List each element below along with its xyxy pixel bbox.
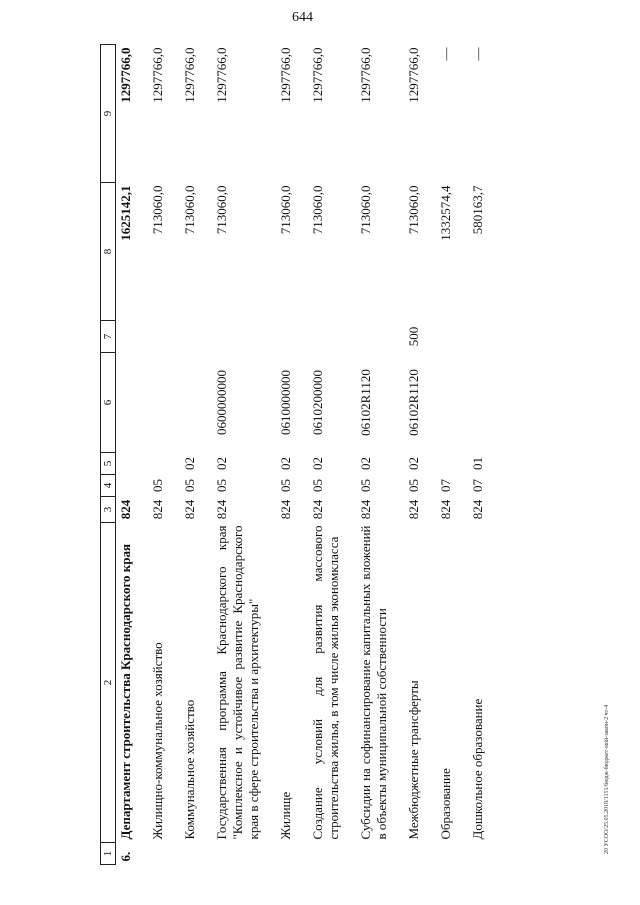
cell-ministry: 824 — [118, 499, 133, 520]
table-row — [456, 45, 488, 865]
column-header: 4 — [101, 475, 116, 497]
cell-section: 05 — [278, 479, 293, 492]
table-row — [296, 45, 344, 865]
row-number — [344, 843, 392, 865]
cell-target: 06102R1120 — [358, 369, 373, 436]
cell-ministry: 824 — [182, 499, 197, 520]
cell-subsection: 02 — [214, 457, 229, 470]
cell-expense-type — [296, 321, 344, 353]
cell-ministry: 824 — [310, 499, 325, 520]
cell-expense-type — [200, 321, 264, 353]
cell-subsection: 02 — [358, 457, 373, 470]
column-header: 2 — [101, 523, 116, 843]
table-row — [392, 45, 424, 865]
cell-target: 0600000000 — [214, 370, 229, 435]
table-row — [136, 45, 168, 865]
cell-subsection: 02 — [406, 457, 421, 470]
cell-amount-8: 713060,0 — [310, 185, 325, 235]
table-row — [424, 45, 456, 865]
table-row — [344, 45, 392, 865]
cell-target — [116, 353, 137, 453]
cell-ministry: 824 — [358, 499, 373, 520]
row-number — [424, 843, 456, 865]
cell-amount-8: 713060,0 — [278, 185, 293, 235]
cell-amount-9: 1297766,0 — [406, 47, 421, 103]
column-header: 3 — [101, 497, 116, 523]
cell-subsection: 01 — [470, 457, 485, 470]
cell-amount-8: 713060,0 — [214, 185, 229, 235]
footer-text: 20 УСОО/25.05.2018/1151/бюдж-бюджет-мой-закон-2 чт-4 — [604, 704, 610, 854]
cell-amount-8: 713060,0 — [406, 185, 421, 235]
cell-subsection: 02 — [182, 457, 197, 470]
row-name: Государственная программа Краснодарского края "Комплексное и устойчивое развитие Краснодарского края в сфере строительства и архитектуры" — [214, 525, 261, 840]
cell-amount-9: 1297766,0 — [278, 47, 293, 103]
row-name: Коммунальное хозяйство — [182, 699, 197, 840]
cell-ministry: 824 — [150, 499, 165, 520]
cell-section: 05 — [406, 479, 421, 492]
cell-section: 05 — [310, 479, 325, 492]
table-row — [168, 45, 200, 865]
row-number — [392, 843, 424, 865]
column-header: 8 — [101, 183, 116, 321]
row-name: Департамент строительства Краснодарского края — [118, 543, 133, 840]
column-header: 9 — [101, 45, 116, 183]
row-name: Дошкольное образование — [470, 698, 485, 840]
cell-ministry: 824 — [438, 499, 453, 520]
cell-target — [456, 353, 488, 453]
row-name: Жилище — [278, 791, 293, 840]
cell-amount-9: 1297766,0 — [118, 47, 133, 103]
cell-expense-type: 500 — [406, 326, 421, 347]
cell-section: 07 — [470, 479, 485, 492]
cell-amount-9: — — [470, 47, 485, 61]
row-number — [168, 843, 200, 865]
cell-target — [136, 353, 168, 453]
cell-expense-type — [116, 321, 137, 353]
cell-amount-8: 713060,0 — [358, 185, 373, 235]
cell-target: 0610000000 — [278, 370, 293, 435]
row-name: Субсидии на софинансирование капитальных вложений в объекты муниципальной собственности — [358, 525, 389, 840]
table-row — [264, 45, 296, 865]
cell-amount-9: 1297766,0 — [310, 47, 325, 103]
cell-target: 0610200000 — [310, 370, 325, 435]
cell-subsection — [136, 453, 168, 475]
cell-target: 06102R1120 — [406, 369, 421, 436]
cell-subsection — [424, 453, 456, 475]
row-name: Создание условий для развития массового строительства жилья, в том числе жилья экономкласса — [310, 525, 341, 840]
column-header: 5 — [101, 453, 116, 475]
column-header: 1 — [101, 843, 116, 865]
cell-ministry: 824 — [406, 499, 421, 520]
row-number — [456, 843, 488, 865]
column-header: 7 — [101, 321, 116, 353]
cell-expense-type — [136, 321, 168, 353]
cell-expense-type — [264, 321, 296, 353]
cell-target — [168, 353, 200, 453]
cell-amount-9: 1297766,0 — [150, 47, 165, 103]
cell-expense-type — [344, 321, 392, 353]
cell-section — [116, 475, 137, 497]
row-number — [136, 843, 168, 865]
row-number — [200, 843, 264, 865]
cell-subsection — [116, 453, 137, 475]
budget-table — [100, 44, 488, 865]
page-number: 644 — [292, 10, 313, 25]
cell-amount-9: — — [438, 47, 453, 61]
cell-amount-8: 1625142,1 — [118, 185, 133, 241]
row-number — [264, 843, 296, 865]
table-header-row — [101, 45, 116, 865]
cell-section: 05 — [182, 479, 197, 492]
cell-expense-type — [424, 321, 456, 353]
cell-expense-type — [168, 321, 200, 353]
cell-amount-8: 1332574,4 — [438, 185, 453, 241]
cell-section: 05 — [214, 479, 229, 492]
cell-ministry: 824 — [214, 499, 229, 520]
row-name: Образование — [438, 768, 453, 840]
cell-amount-8: 713060,0 — [150, 185, 165, 235]
document-footer — [604, 40, 614, 860]
cell-amount-8: 580163,7 — [470, 185, 485, 235]
cell-section: 05 — [358, 479, 373, 492]
cell-expense-type — [456, 321, 488, 353]
cell-section: 05 — [150, 479, 165, 492]
cell-ministry: 824 — [278, 499, 293, 520]
cell-subsection: 02 — [278, 457, 293, 470]
cell-amount-9: 1297766,0 — [182, 47, 197, 103]
budget-table-rotated — [100, 45, 590, 865]
cell-target — [424, 353, 456, 453]
cell-subsection: 02 — [310, 457, 325, 470]
cell-ministry: 824 — [470, 499, 485, 520]
cell-amount-9: 1297766,0 — [358, 47, 373, 103]
row-number — [296, 843, 344, 865]
row-number: 6. — [118, 851, 133, 862]
cell-section: 07 — [438, 479, 453, 492]
table-row — [116, 45, 137, 865]
cell-amount-8: 713060,0 — [182, 185, 197, 235]
table-row — [200, 45, 264, 865]
column-header: 6 — [101, 353, 116, 453]
cell-amount-9: 1297766,0 — [214, 47, 229, 103]
row-name: Межбюджетные трансферты — [406, 680, 421, 840]
row-name: Жилищно-коммунальное хозяйство — [150, 642, 165, 840]
